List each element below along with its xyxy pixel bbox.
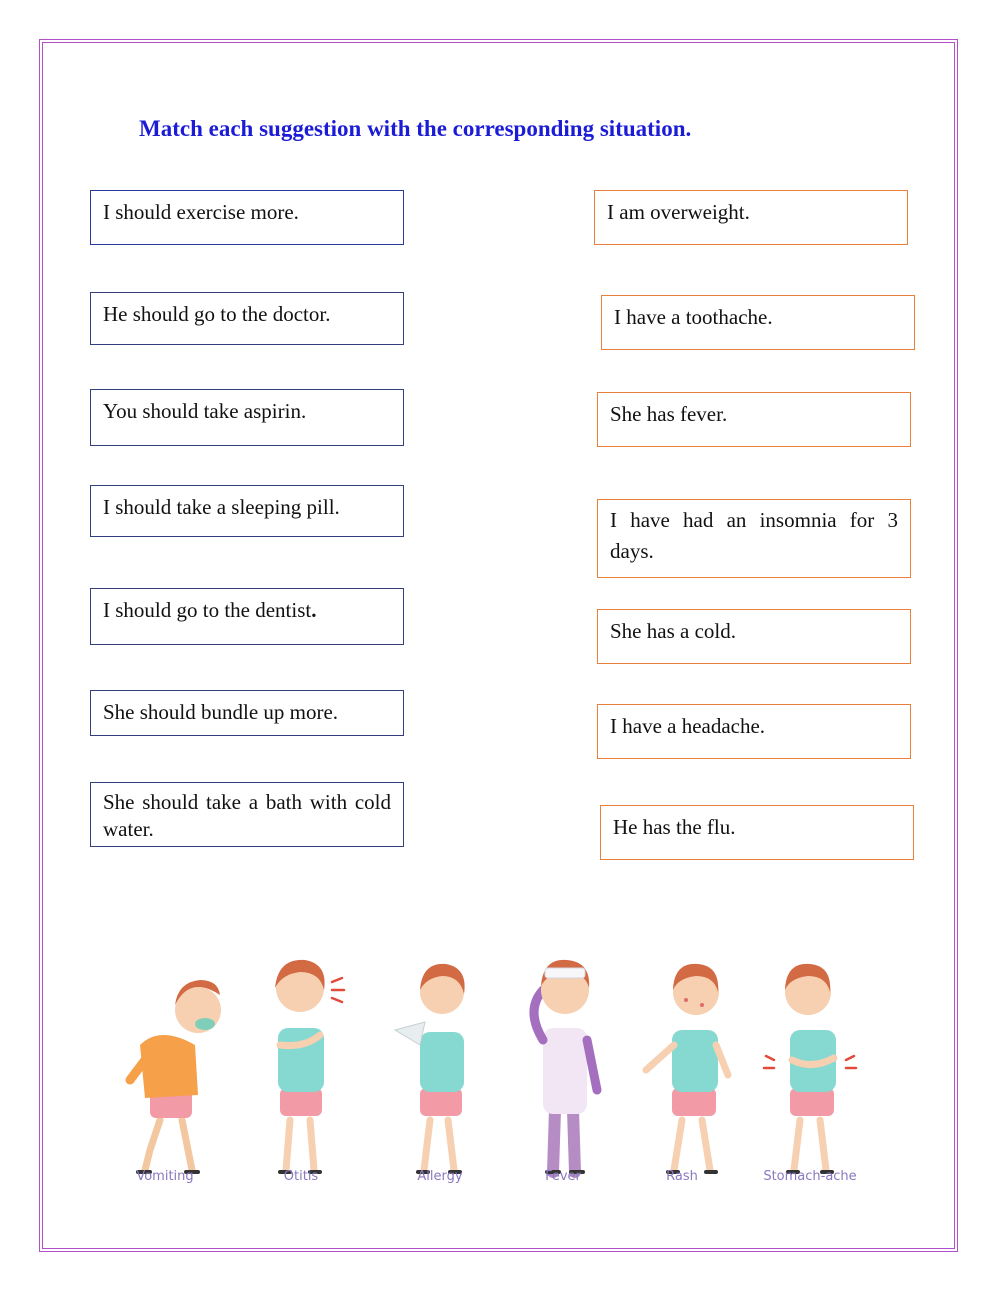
- suggestion-text: He should go to the doctor.: [103, 302, 331, 326]
- figure-fever: [534, 960, 597, 1172]
- situation-text: I have a headache.: [610, 714, 766, 738]
- label-otitis: Otitis: [283, 1169, 319, 1184]
- figure-vomiting: [130, 980, 221, 1172]
- suggestion-text: She should bundle up more.: [103, 700, 339, 724]
- situation-text: He has the flu.: [613, 815, 736, 839]
- suggestion-box[interactable]: [90, 389, 404, 446]
- situation-text: I am overweight.: [607, 200, 750, 224]
- situation-box[interactable]: [600, 805, 914, 860]
- label-stomach-ache: Stomach-ache: [763, 1169, 857, 1184]
- situation-text: She has a cold.: [610, 619, 736, 643]
- figure-stomach-ache: [764, 964, 856, 1172]
- suggestion-text: I should go to the dentist: [103, 598, 312, 622]
- figure-otitis: [275, 960, 344, 1172]
- suggestion-box[interactable]: [90, 782, 404, 847]
- situation-box[interactable]: [597, 609, 911, 664]
- illness-illustration: [120, 950, 880, 1190]
- situation-box[interactable]: [597, 704, 911, 759]
- suggestion-box[interactable]: [90, 190, 404, 245]
- figure-rash: [646, 964, 728, 1172]
- situation-box[interactable]: [601, 295, 915, 350]
- suggestion-text: She should take a bath with cold water.: [103, 790, 391, 841]
- situation-text: I have had an insomnia for 3 days.: [610, 508, 898, 563]
- label-fever: Fever: [545, 1169, 581, 1184]
- label-rash: Rash: [666, 1169, 698, 1184]
- suggestion-text: I should take a sleeping pill.: [103, 495, 340, 519]
- suggestion-text: You should take aspirin.: [103, 399, 307, 423]
- suggestion-box[interactable]: [90, 292, 404, 345]
- situation-text: She has fever.: [610, 402, 728, 426]
- label-allergy: Allergy: [417, 1169, 463, 1184]
- situation-box[interactable]: [597, 392, 911, 447]
- figure-allergy: [395, 964, 465, 1172]
- suggestion-box[interactable]: [90, 690, 404, 736]
- situation-text: I have a toothache.: [614, 305, 773, 329]
- label-vomiting: Vomiting: [136, 1169, 194, 1184]
- suggestion-text: I should exercise more.: [103, 200, 299, 224]
- situation-box[interactable]: [594, 190, 908, 245]
- suggestion-text-bold-period: .: [311, 598, 317, 622]
- worksheet-title: Match each suggestion with the corresponding situation.: [139, 116, 692, 141]
- situation-box[interactable]: [597, 499, 911, 578]
- suggestion-box[interactable]: [90, 588, 404, 645]
- suggestion-box[interactable]: [90, 485, 404, 537]
